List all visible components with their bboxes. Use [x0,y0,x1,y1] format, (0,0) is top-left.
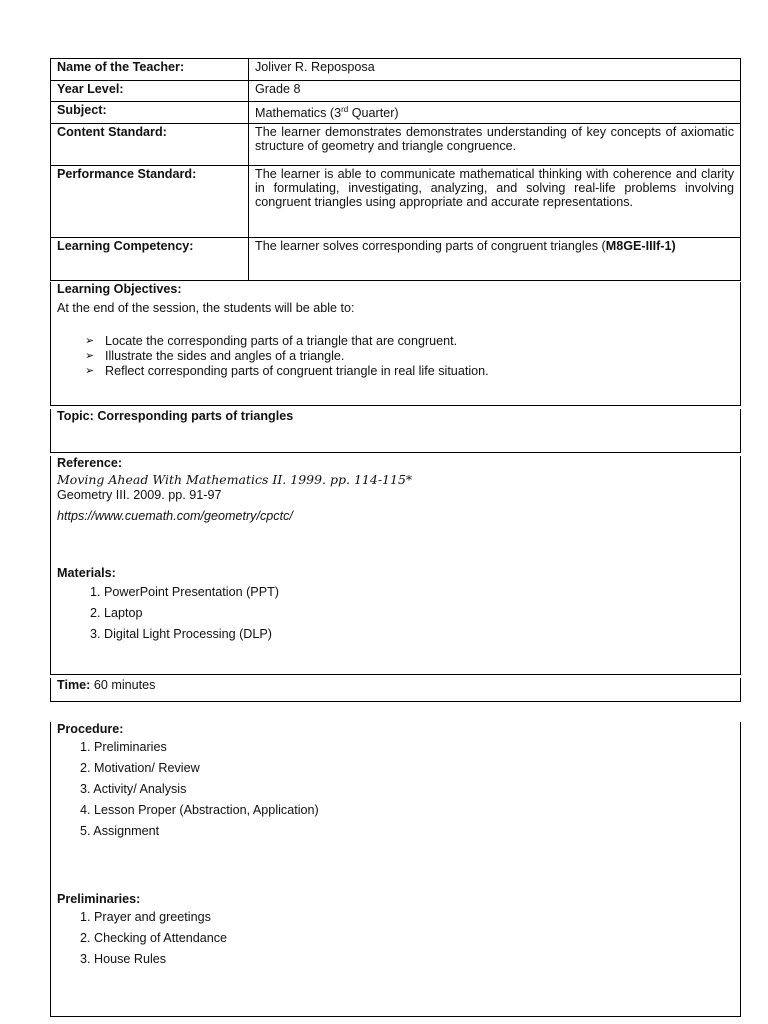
list-item: 1. Preliminaries [80,740,167,755]
teacher-name-value: Joliver R. Reposposa [249,59,741,81]
preliminaries-heading: Preliminaries: [57,892,141,907]
topic-heading: Topic: Corresponding parts of triangles [57,409,294,424]
learning-competency-code: M8GE-IIIf-1) [605,239,676,254]
materials-list [57,582,734,645]
list-item: 2. Checking of Attendance [80,931,228,946]
subject-value-sup: rd [341,105,349,114]
list-item: 3. Activity/ Analysis [80,782,187,797]
table-row [51,59,741,81]
subject-value-pre: Mathematics (3 [255,106,342,121]
table-row [51,102,741,124]
list-item [79,364,734,379]
performance-standard-value: The learner is able to communicate mathematical thinking with coherence and clarity in formulating, investigating, analyzing, and solving real-life problems involving congruent triangles using appropriate and accurate representations. [249,166,741,238]
arrow-bullet-icon: ➢ [85,350,95,363]
time-value: 60 minutes [90,678,156,693]
lesson-plan-document [50,58,741,1017]
materials-heading: Materials: [57,566,116,581]
arrow-bullet-icon: ➢ [85,365,95,378]
table-row [51,238,741,281]
list-item: 3. House Rules [80,952,167,967]
learning-objectives-intro: At the end of the session, the students will be able to: [57,301,355,316]
content-standard-value: The learner demonstrates demonstrates understanding of key concepts of axiomatic structure of geometry and triangle congruence. [249,124,741,166]
arrow-bullet-icon: ➢ [85,335,95,348]
time-label: Time: [57,678,91,693]
reference-materials-section [50,456,741,675]
list-item: 2. Laptop [90,606,143,621]
lesson-info-table [50,58,741,281]
learning-competency-text: The learner solves corresponding parts of congruent triangles ( [255,239,606,254]
procedure-heading: Procedure: [57,722,124,737]
year-level-label: Year Level: [51,81,249,102]
year-level-value: Grade 8 [249,81,741,102]
list-item [79,349,734,364]
reference-item: Geometry III. 2009. pp. 91-97 [57,488,222,503]
objectives-list [57,334,734,379]
list-item: 1. Prayer and greetings [80,910,211,925]
reference-link: https://www.cuemath.com/geometry/cpctc/ [57,509,293,524]
procedure-section [50,722,741,1017]
subject-value-post: Quarter) [348,106,399,121]
reference-heading: Reference: [57,456,123,471]
objective-text: Locate the corresponding parts of a triangle that are congruent. [105,334,458,349]
list-item: 2. Motivation/ Review [80,761,200,776]
table-row [51,81,741,102]
topic-section [50,409,741,453]
list-item: 1. PowerPoint Presentation (PPT) [90,585,279,600]
table-row [51,124,741,166]
list-item: 5. Assignment [80,824,160,839]
learning-objectives-heading: Learning Objectives: [57,282,182,297]
time-section [50,678,741,702]
objective-text: Reflect corresponding parts of congruent triangle in real life situation. [105,364,489,379]
list-item: 3. Digital Light Processing (DLP) [90,627,272,642]
preliminaries-list [57,907,734,970]
teacher-name-label: Name of the Teacher: [51,59,249,81]
table-row [51,166,741,238]
subject-label: Subject: [51,102,249,124]
procedure-list [57,737,734,842]
performance-standard-label: Performance Standard: [51,166,249,238]
learning-competency-label: Learning Competency: [51,238,249,281]
reference-item: Moving Ahead With Mathematics II. 1999. pp. 114-115* [57,472,413,488]
list-item [79,334,734,349]
content-standard-label: Content Standard: [51,124,249,166]
subject-value [249,102,741,124]
learning-objectives-section [50,282,741,406]
objective-text: Illustrate the sides and angles of a triangle. [105,349,345,364]
list-item: 4. Lesson Proper (Abstraction, Application) [80,803,319,818]
learning-competency-value [249,238,741,281]
time-line [57,678,734,693]
